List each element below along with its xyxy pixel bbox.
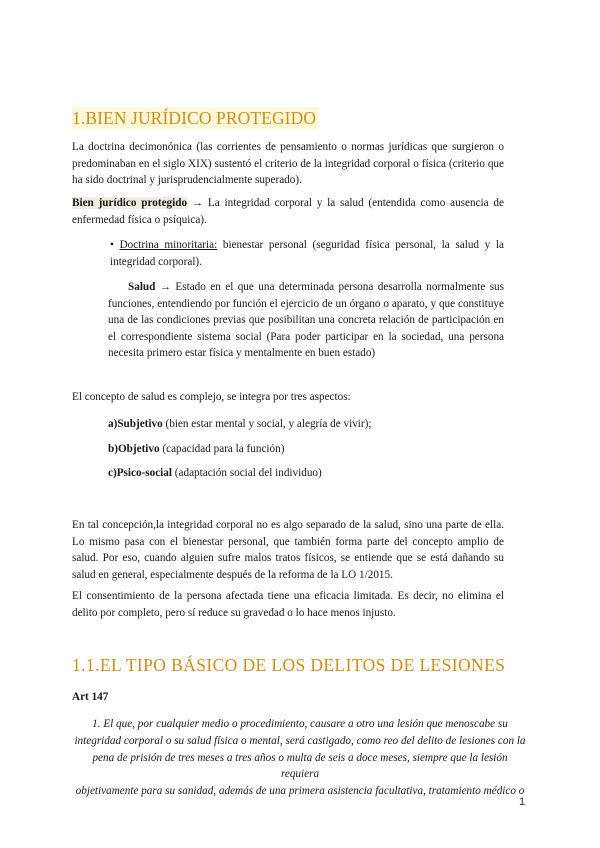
salud-text: Estado en el que una determinada persona desarrolla normalmente sus funciones, entendiendo por función el ejercicio de un órgano o aparato, y que constituye una de las condiciones previas que posibilitan una concreta relación de participación en el correspondiente sistema social (Para poder participar en la sociedad, una persona necesita primero estar física y mentalmente en buen estado) [108, 281, 505, 360]
paragraph-bien-juridico [72, 195, 504, 228]
aspect-text: (capacidad para la función) [159, 443, 285, 455]
aspect-text: (adaptación social del individuo) [172, 467, 322, 479]
quote-line: 1. El que, por cualquier medio o procedimiento, causare a otro una lesión que menoscabe su [92, 718, 508, 730]
bullet-doctrina-minoritaria [110, 237, 504, 270]
heading-tipo-basico: 1.1.EL TIPO BÁSICO DE LOS DELITOS DE LESIONES [72, 655, 506, 675]
arrow-icon: → [159, 281, 171, 293]
term-bien-juridico: Bien jurídico protegido [72, 197, 188, 209]
aspect-label: a)Subjetivo [108, 418, 163, 430]
aspect-subjetivo [108, 416, 371, 433]
aspect-objetivo [108, 441, 284, 458]
term-doctrina-minoritaria: Doctrina minoritaria: [119, 239, 218, 251]
aspect-psico-social [108, 465, 322, 482]
page-number: 1 [519, 796, 526, 808]
quote-line: integridad corporal o su salud física o mental, será castigado, como reo del delito de lesiones con la [74, 734, 526, 747]
paragraph-intro: La doctrina decimonónica (las corrientes de pensamiento o normas jurídicas que surgieron o predominaban en el siglo XIX) sustentó el criterio de la integridad corporal o física (criterio que ha sido doctrinal y jurisprudencialmente superado). [72, 141, 504, 187]
paragraph-salud [108, 279, 504, 362]
aspect-label: b)Objetivo [108, 443, 160, 455]
paragraph-consentimiento: El consentimiento de la persona afectada tiene una eficacia limitada. Es decir, no elimina el delito por completo, pero sí reduce su gravedad o lo hace menos injusto. [72, 590, 504, 619]
aspect-label: c)Psico-social [108, 467, 172, 479]
doctrina-minoritaria-text: bienestar personal (seguridad física personal, la salud y la integridad corporal). [110, 239, 505, 268]
aspect-text: (bien estar mental y social, y alegría de vivir); [162, 418, 372, 430]
quote-line: pena de prisión de tres meses a tres años o multa de seis a doce meses, siempre que la lesión requiera [92, 751, 508, 781]
term-salud: Salud [128, 281, 156, 293]
bien-juridico-text: La integridad corporal y la salud (entendida como ausencia de enfermedad física o psíquica). [72, 197, 504, 226]
article-label: Art 147 [72, 691, 109, 703]
heading-bien-juridico: 1.BIEN JURÍDICO PROTEGIDO [72, 108, 317, 128]
bullet-icon: • [110, 239, 114, 251]
article-quote [72, 716, 528, 800]
arrow-icon: → [191, 197, 204, 209]
paragraph-concepcion: En tal concepción,la integridad corporal no es algo separado de la salud, sino una parte de ella. Lo mismo pasa con el bienestar personal, que también forma parte del concepto amplio de salud. Por eso, cuando alguien sufre malos tratos físicos, se entiende que se está dañando su salud en general, especialmente después de la reforma de la LO 1/2015. [72, 519, 504, 581]
quote-line: objetivamente para su sanidad, además de una primera asistencia facultativa, tratamiento médico o [75, 785, 525, 798]
paragraph-concepto: El concepto de salud es complejo, se integra por tres aspectos: [72, 391, 351, 403]
